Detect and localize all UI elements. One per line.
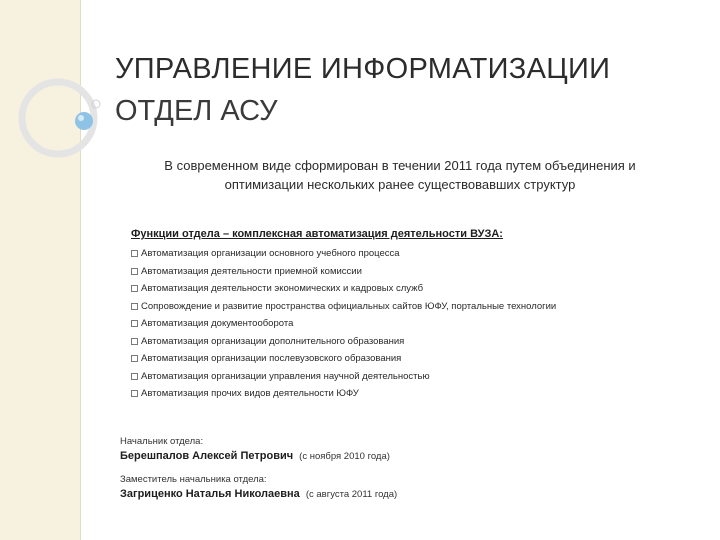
checkbox-bullet-icon <box>131 338 138 345</box>
blue-dot <box>75 112 93 130</box>
list-item <box>131 315 691 333</box>
list-item-text: Автоматизация организации послевузовского образования <box>141 353 402 364</box>
list-item <box>131 263 691 281</box>
list-item <box>131 350 691 368</box>
list-item-text: Автоматизация деятельности приемной комиссии <box>141 265 362 277</box>
checkbox-bullet-icon <box>131 250 138 257</box>
page-subtitle: ОТДЕЛ АСУ <box>115 95 278 127</box>
checkbox-bullet-icon <box>131 303 138 310</box>
deputy-name: Загриценко Наталья Николаевна <box>120 488 300 500</box>
list-item-text: Автоматизация организации основного учебного процесса <box>141 248 400 259</box>
checkbox-bullet-icon <box>131 390 138 397</box>
functions-section <box>131 228 691 403</box>
head-name: Берешпалов Алексей Петрович <box>120 450 294 462</box>
list-item-text: Автоматизация организации управления научной деятельностью <box>141 370 430 382</box>
head-since: (с ноября 2010 года) <box>299 451 390 462</box>
deputy-name-line <box>120 486 397 503</box>
staff-section <box>120 435 397 511</box>
blue-dot-highlight <box>78 115 84 121</box>
functions-list <box>131 245 691 403</box>
functions-heading: Функции отдела – комплексная автоматизация деятельности ВУЗА: <box>131 228 503 240</box>
head-role-label: Начальник отдела: <box>120 436 204 447</box>
list-item <box>131 333 691 351</box>
list-item <box>131 368 691 386</box>
list-item <box>131 280 691 298</box>
deputy-role-label: Заместитель начальника отдела: <box>120 474 267 485</box>
list-item <box>131 245 691 263</box>
list-item-text: Сопровождение и развитие пространства официальных сайтов ЮФУ, портальные технологии <box>141 300 557 312</box>
list-item <box>131 385 691 403</box>
list-item <box>131 298 691 316</box>
title-block <box>115 52 610 128</box>
head-name-line <box>120 448 397 465</box>
checkbox-bullet-icon <box>131 320 138 327</box>
decorative-circles <box>0 0 120 200</box>
list-item-text: Автоматизация документооборота <box>141 318 294 329</box>
list-item-text: Автоматизация прочих видов деятельности ЮФУ <box>141 388 359 399</box>
checkbox-bullet-icon <box>131 373 138 380</box>
list-item-text: Автоматизация организации дополнительного образования <box>141 335 405 347</box>
page-title: УПРАВЛЕНИЕ ИНФОРМАТИЗАЦИИ <box>115 53 611 85</box>
intro-text: В современном виде сформирован в течении 2011 года путем объединения и оптимизации нескольких ранее существовавших структур <box>164 158 636 192</box>
deputy-since: (с августа 2011 года) <box>305 489 398 500</box>
checkbox-bullet-icon <box>131 355 138 362</box>
list-item-text: Автоматизация деятельности экономических и кадровых служб <box>141 283 424 294</box>
checkbox-bullet-icon <box>131 268 138 275</box>
checkbox-bullet-icon <box>131 285 138 292</box>
